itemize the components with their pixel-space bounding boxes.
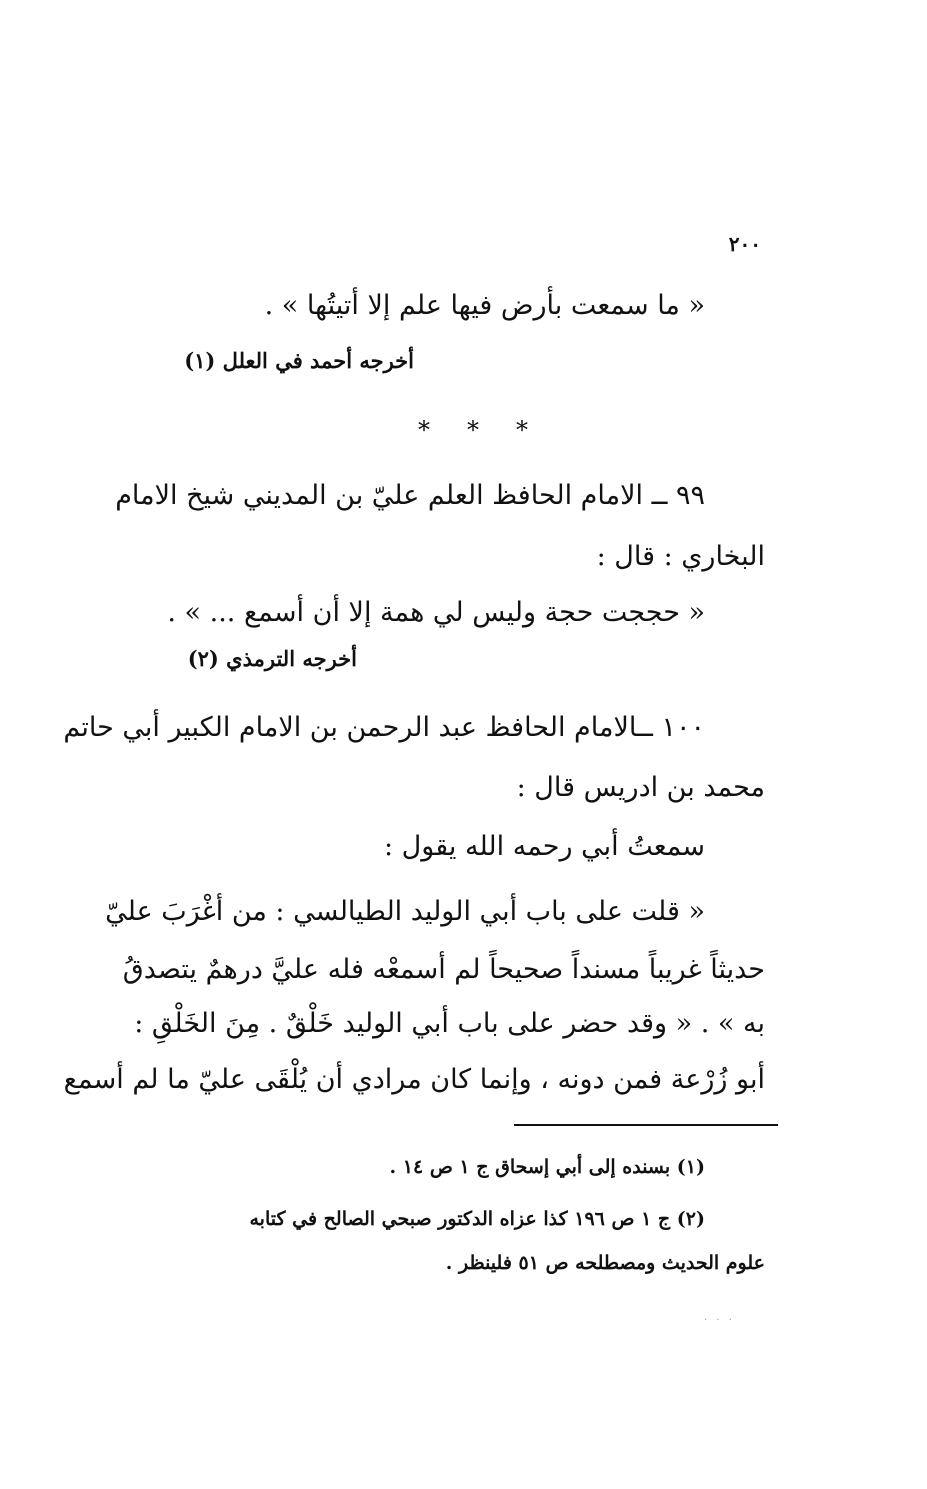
entry-100-narration: سمعتُ أبي رحمه الله يقول :: [384, 831, 705, 862]
quote-line: « ما سمعت بأرض فيها علم إلا أتيتُها » .: [264, 290, 705, 321]
entry-99-heading-cont: البخاري : قال :: [596, 541, 765, 572]
entry-100-quote-line: حديثاً غريباً مسنداً صحيحاً لم أسمعْه فله عليَّ درهمٌ يتصدقُ: [122, 954, 765, 985]
entry-100-quote-line: « قلت على باب أبي الوليد الطيالسي : من أغْرَبَ عليّ: [105, 896, 705, 927]
attribution-line: أخرجه أحمد في العلل (١): [184, 348, 414, 373]
separator-star: *: [516, 416, 528, 444]
entry-100-quote-line: أبو زُرْعة فمن دونه ، وإنما كان مرادي أن يُلْقَى عليّ ما لم أسمع: [63, 1064, 765, 1095]
footnote-1: (١) بسنده إلى أبي إسحاق ج ١ ص ١٤ .: [389, 1156, 705, 1178]
page-number: ٢٠٠: [728, 232, 761, 256]
entry-100-heading-cont: محمد بن ادريس قال :: [516, 772, 765, 803]
footnote-divider: [514, 1124, 778, 1126]
separator-star: *: [467, 416, 479, 444]
entry-99-heading: ٩٩ ــ الامام الحافظ العلم عليّ بن المديني شيخ الامام: [115, 480, 705, 511]
entry-99-quote: « حججت حجة وليس لي همة إلا أن أسمع ... » .: [167, 597, 705, 628]
footnote-2-cont: علوم الحديث ومصطلحه ص ٥١ فلينظر .: [445, 1252, 765, 1274]
footnote-2: (٢) ج ١ ص ١٩٦ كذا عزاه الدكتور صبحي الصالح في كتابه: [249, 1208, 705, 1230]
entry-100-quote-line: به » . « وقد حضر على باب أبي الوليد خَلْقٌ . مِنَ الخَلْقِ :: [134, 1008, 765, 1039]
separator-star: *: [418, 416, 430, 444]
section-separator: [418, 416, 528, 444]
entry-100-heading: ١٠٠ ــالامام الحافظ عبد الرحمن بن الامام الكبير أبي حاتم: [63, 712, 705, 743]
scan-speck: . . .: [704, 1312, 735, 1323]
entry-99-attribution: أخرجه الترمذي (٢): [187, 646, 357, 671]
